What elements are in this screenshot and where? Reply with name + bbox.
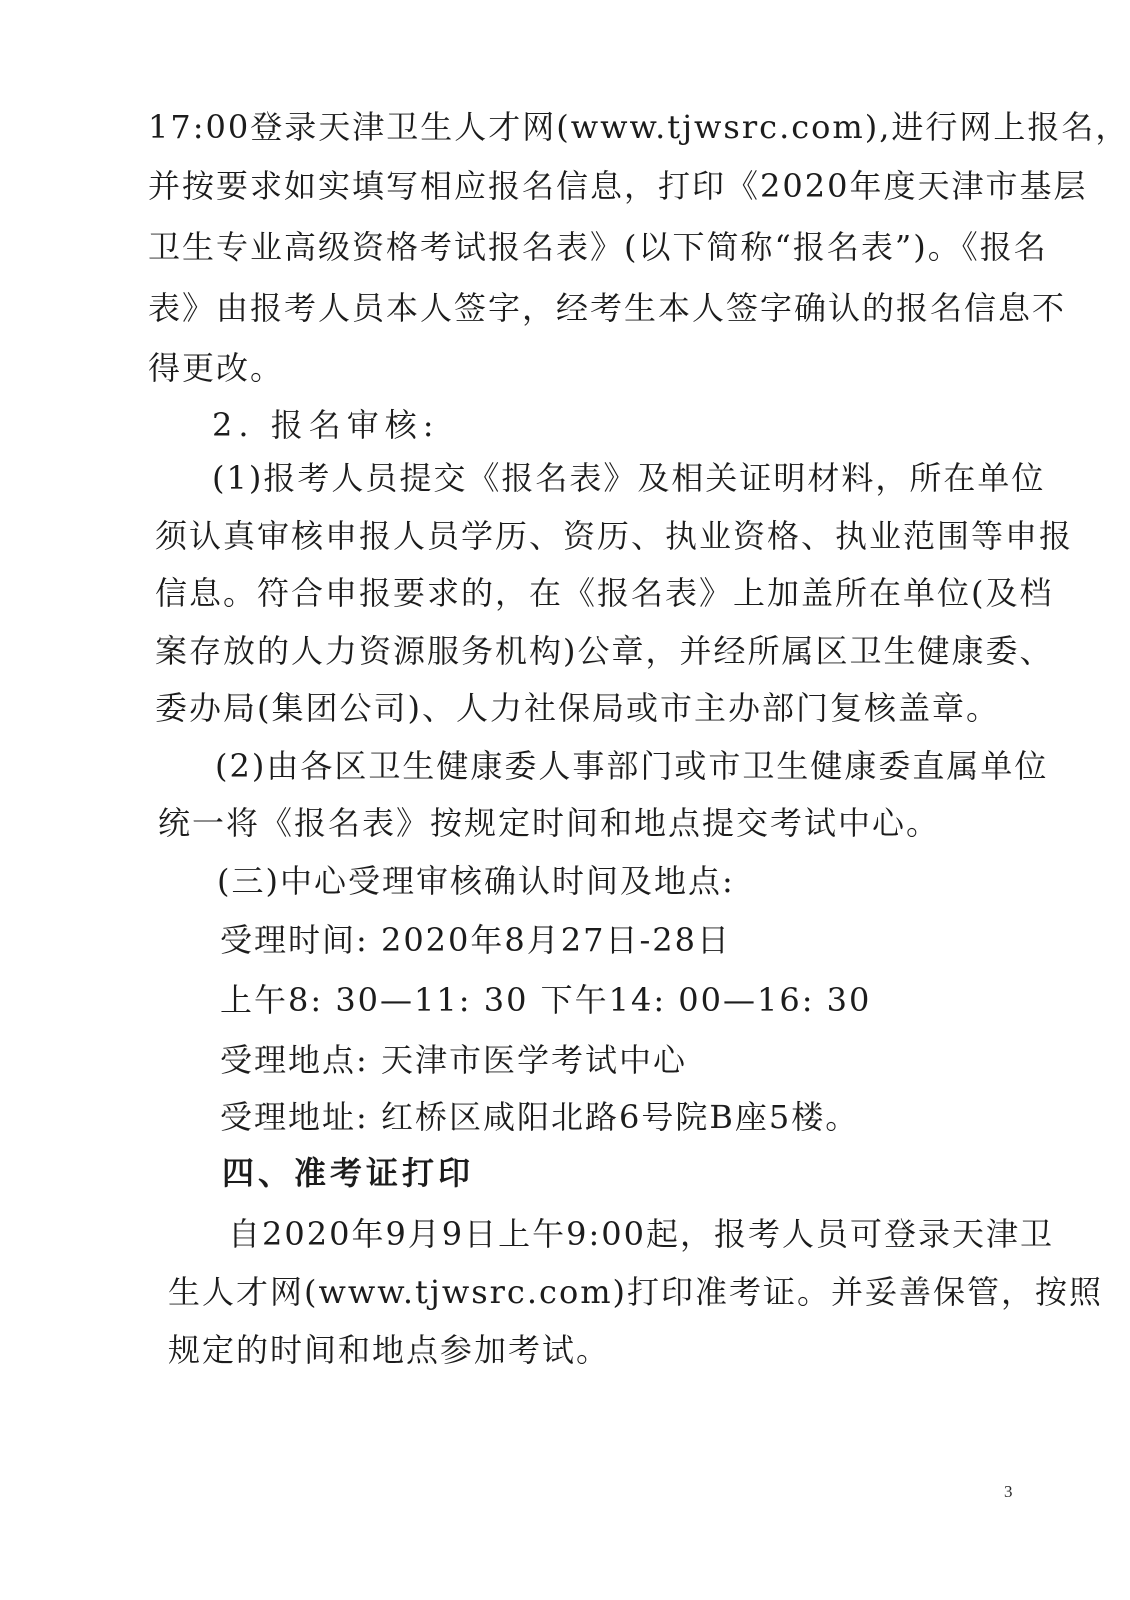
- acceptance-address: 受理地址: 红桥区咸阳北路6号院B座5楼。: [220, 1098, 860, 1136]
- paragraph-line: (2)由各区卫生健康委人事部门或市卫生健康委直属单位: [215, 747, 1049, 785]
- paragraph-line: 卫生专业高级资格考试报名表》(以下简称“报名表”)。《报名: [148, 228, 1048, 266]
- acceptance-location: 受理地点: 天津市医学考试中心: [220, 1041, 687, 1079]
- paragraph-line: 17:00登录天津卫生人才网(www.tjwsrc.com),进行网上报名，: [148, 108, 1130, 146]
- paragraph-line: 案存放的人力资源服务机构)公章，并经所属区卫生健康委、: [155, 632, 1054, 670]
- paragraph-line: 得更改。: [148, 349, 285, 387]
- paragraph-line: 委办局(集团公司)、人力社保局或市主办部门复核盖章。: [155, 689, 1000, 727]
- section-item-heading: 2. 报名审核:: [212, 406, 440, 444]
- acceptance-time: 受理时间: 2020年8月27日-28日: [220, 921, 732, 959]
- page-number: 3: [1004, 1482, 1013, 1501]
- paragraph-line: (1)报考人员提交《报名表》及相关证明材料，所在单位: [212, 459, 1046, 497]
- section-subheading: (三)中心受理审核确认时间及地点:: [217, 862, 735, 900]
- paragraph-line: 自2020年9月9日上午9:00起，报考人员可登录天津卫: [228, 1215, 1055, 1253]
- acceptance-hours: 上午8: 30—11: 30 下午14: 00—16: 30: [220, 981, 872, 1019]
- paragraph-line: 信息。符合申报要求的，在《报名表》上加盖所在单位(及档: [155, 574, 1054, 612]
- paragraph-line: 规定的时间和地点参加考试。: [168, 1331, 611, 1369]
- paragraph-line: 并按要求如实填写相应报名信息，打印《2020年度天津市基层: [148, 167, 1088, 205]
- paragraph-line: 表》由报考人员本人签字，经考生本人签字确认的报名信息不: [148, 289, 1067, 327]
- paragraph-line: 生人才网(www.tjwsrc.com)打印准考证。并妥善保管，按照: [168, 1273, 1104, 1311]
- section-heading: 四、准考证打印: [222, 1154, 475, 1192]
- paragraph-line: 统一将《报名表》按规定时间和地点提交考试中心。: [158, 804, 941, 842]
- paragraph-line: 须认真审核申报人员学历、资历、执业资格、执业范围等申报: [155, 517, 1074, 555]
